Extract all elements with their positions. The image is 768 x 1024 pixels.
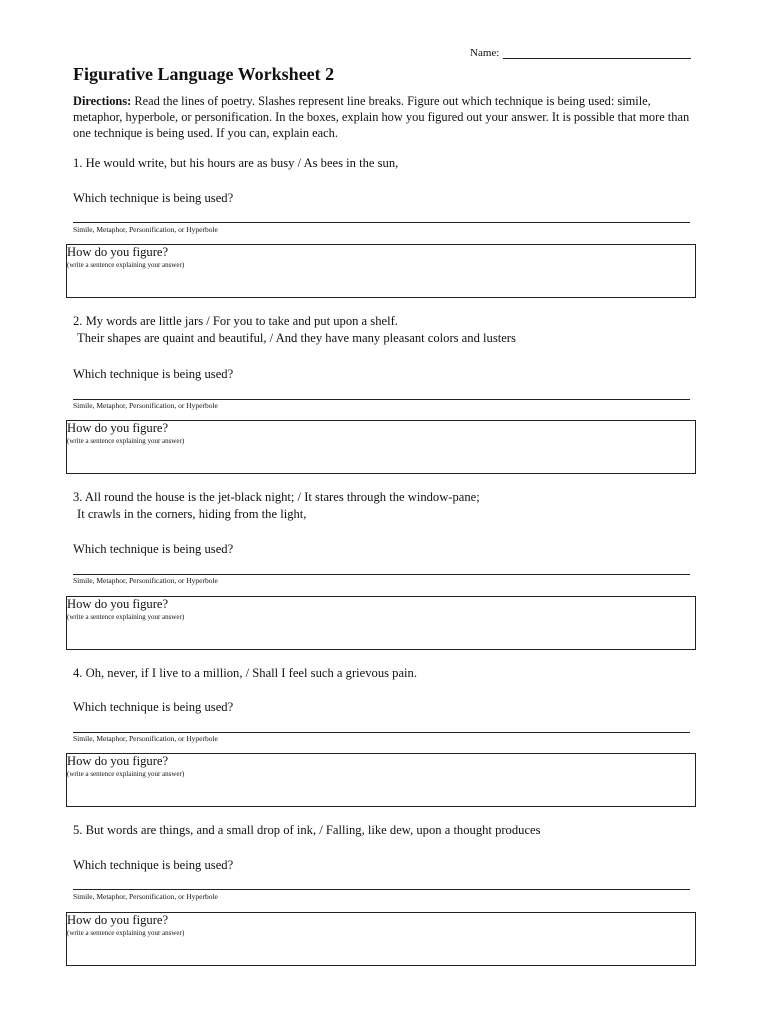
technique-options: Simile, Metaphor, Personification, or Hyperbole [73, 225, 218, 234]
explanation-hint: (write a sentence explaining your answer) [67, 613, 185, 621]
explanation-hint: (write a sentence explaining your answer) [67, 770, 185, 778]
directions-label: Directions: [73, 94, 132, 108]
answer-line [73, 222, 690, 223]
question-line-1: 5. But words are things, and a small drop of ink, / Falling, like dew, upon a thought produces [73, 823, 541, 837]
explanation-label: How do you figure? [67, 754, 169, 768]
technique-prompt: Which technique is being used? [73, 191, 234, 205]
answer-line [73, 574, 690, 575]
technique-options: Simile, Metaphor, Personification, or Hyperbole [73, 576, 218, 585]
question-line-1: 1. He would write, but his hours are as busy / As bees in the sun, [73, 156, 399, 170]
worksheet-title: Figurative Language Worksheet 2 [73, 64, 335, 84]
explanation-label: How do you figure? [67, 245, 169, 259]
technique-prompt: Which technique is being used? [73, 367, 234, 381]
technique-prompt: Which technique is being used? [73, 542, 234, 556]
technique-prompt: Which technique is being used? [73, 700, 234, 714]
name-blank-line [503, 46, 691, 59]
answer-line [73, 889, 690, 890]
answer-line [73, 732, 690, 733]
answer-line [73, 399, 690, 400]
question-text [73, 155, 398, 172]
technique-prompt: Which technique is being used? [73, 858, 234, 872]
technique-options: Simile, Metaphor, Personification, or Hyperbole [73, 892, 218, 901]
directions-paragraph [73, 93, 698, 141]
explanation-box [66, 244, 696, 298]
name-label: Name: [470, 47, 500, 59]
explanation-label: How do you figure? [67, 421, 169, 435]
question-text [73, 822, 541, 839]
technique-options: Simile, Metaphor, Personification, or Hyperbole [73, 734, 218, 743]
technique-options: Simile, Metaphor, Personification, or Hyperbole [73, 401, 218, 410]
explanation-hint: (write a sentence explaining your answer) [67, 261, 185, 269]
question-text [73, 665, 417, 682]
explanation-box [66, 912, 696, 966]
explanation-hint: (write a sentence explaining your answer) [67, 437, 185, 445]
question-line-2: Their shapes are quaint and beautiful, / And they have many pleasant colors and lusters [77, 331, 516, 345]
question-text [73, 313, 516, 347]
name-field [470, 46, 691, 59]
question-text [73, 489, 480, 523]
explanation-box [66, 596, 696, 650]
directions-text: Read the lines of poetry. Slashes represent line breaks. Figure out which technique is being used: simile, metaphor, hyperbole, or personification. In the boxes, explain how you figured out your answer. It is possible that more than one technique is being used. If you can, explain each. [73, 94, 690, 140]
question-line-2: It crawls in the corners, hiding from the light, [77, 507, 307, 521]
explanation-box [66, 420, 696, 474]
question-line-1: 3. All round the house is the jet-black night; / It stares through the window-pane; [73, 490, 480, 504]
explanation-box [66, 753, 696, 807]
question-line-1: 4. Oh, never, if I live to a million, / Shall I feel such a grievous pain. [73, 666, 417, 680]
explanation-label: How do you figure? [67, 597, 169, 611]
question-line-1: 2. My words are little jars / For you to take and put upon a shelf. [73, 314, 398, 328]
explanation-hint: (write a sentence explaining your answer) [67, 929, 185, 937]
explanation-label: How do you figure? [67, 913, 169, 927]
